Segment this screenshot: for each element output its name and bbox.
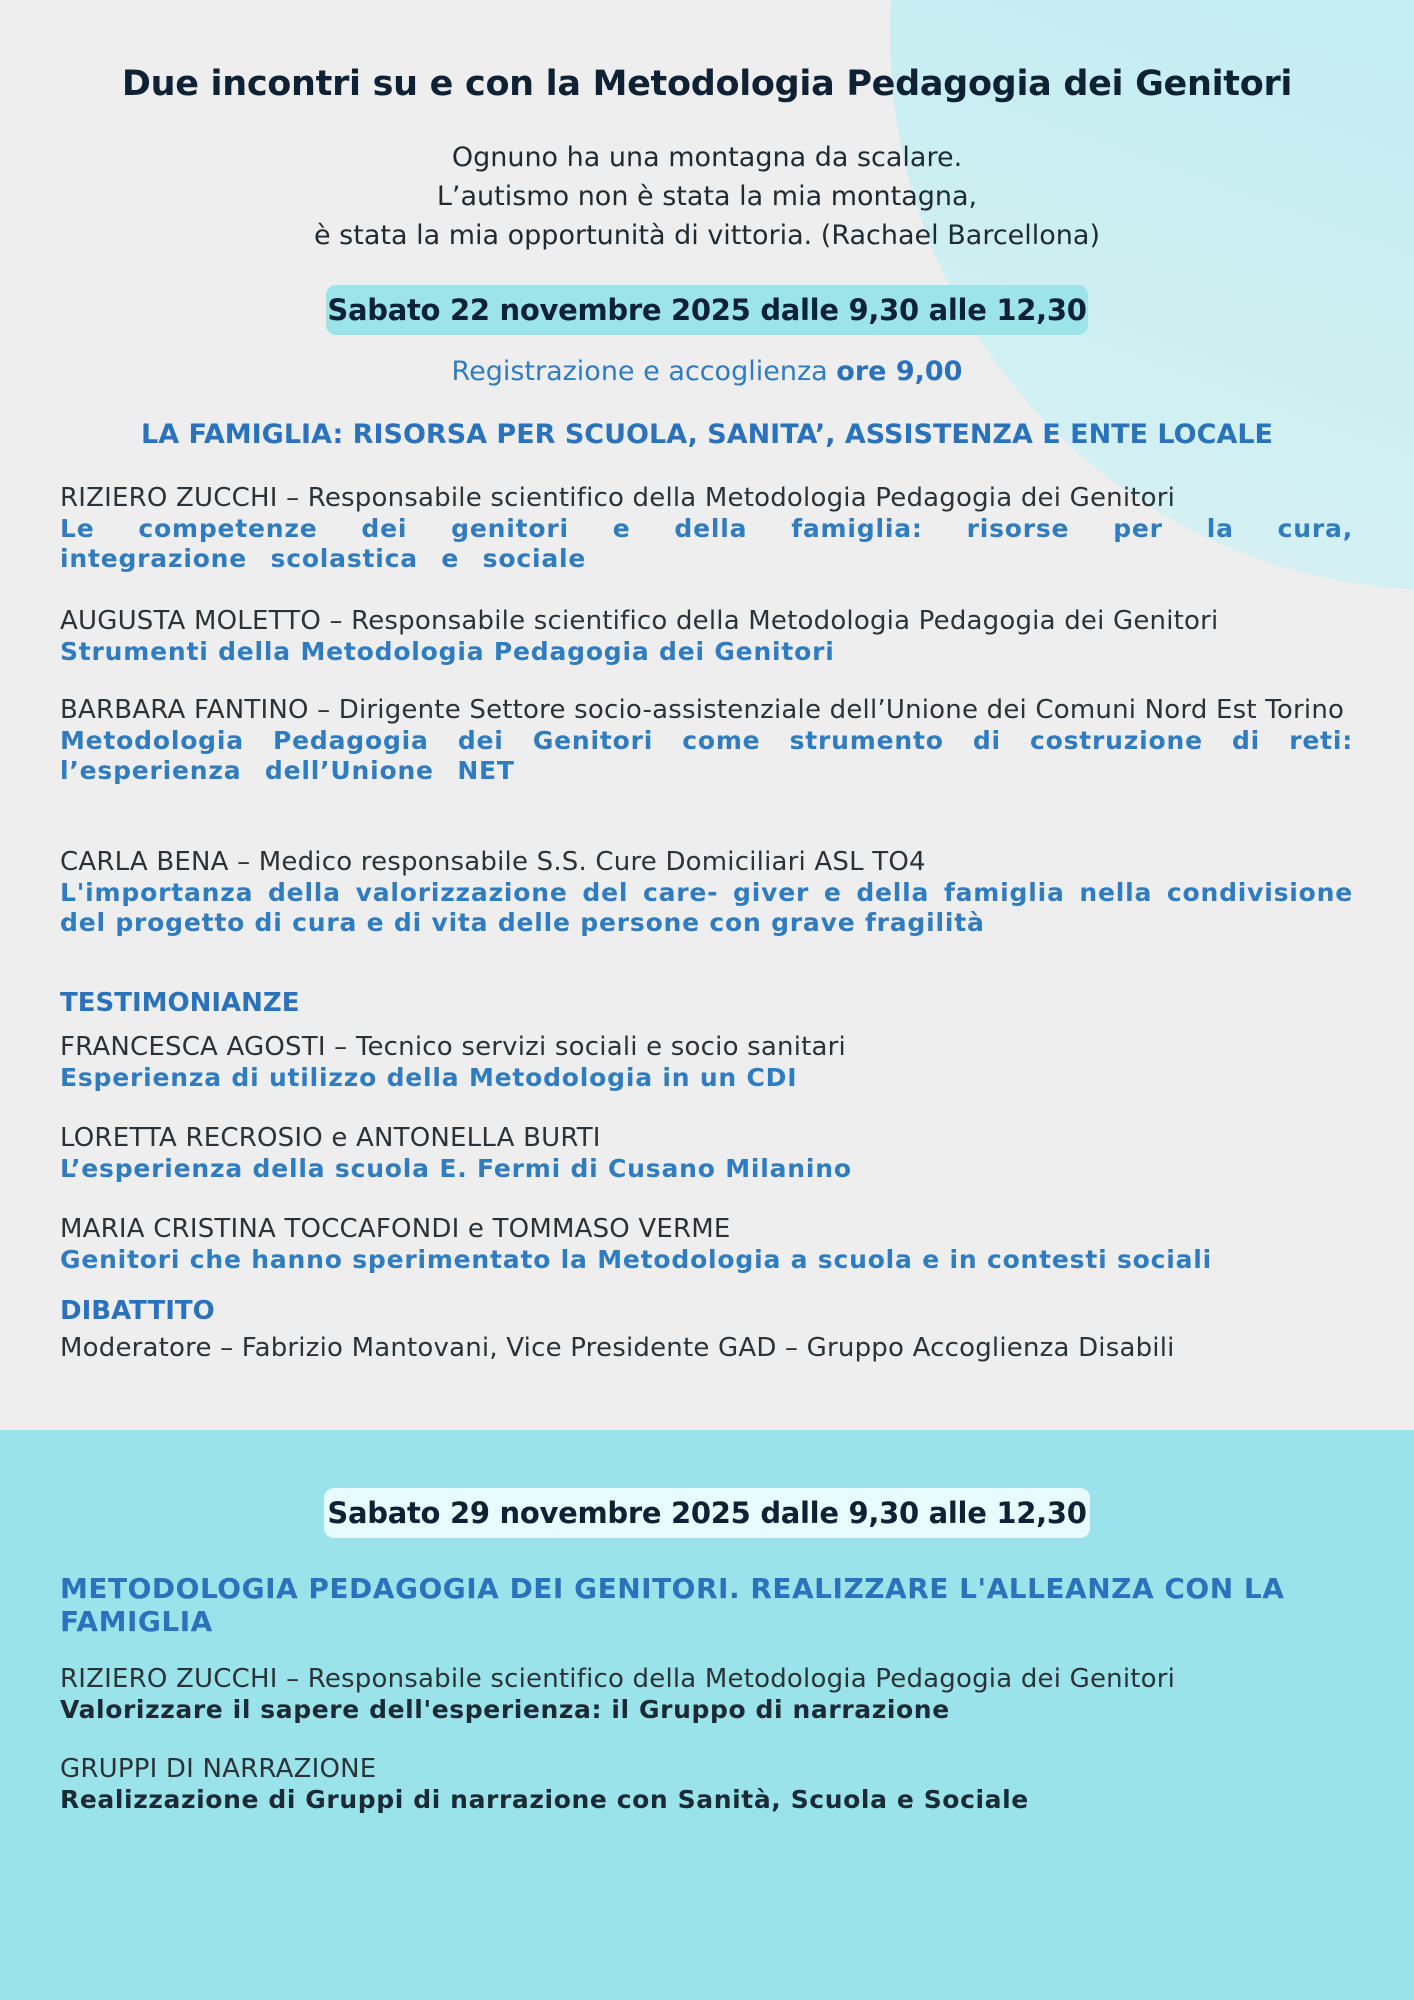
- section-title-day1: LA FAMIGLIA: RISORSA PER SCUOLA, SANITA’, ASSISTENZA E ENTE LOCALE: [141, 419, 1273, 450]
- talk-item: [60, 695, 1353, 786]
- talk-title: Esperienza di utilizzo della Metodologia in un CDI: [60, 1063, 798, 1092]
- talk-item: [60, 847, 1353, 938]
- speaker-line: RIZIERO ZUCCHI – Responsabile scientifico della Metodologia Pedagogia dei Genitori: [60, 1664, 1176, 1694]
- speaker-line: FRANCESCA AGOSTI – Tecnico servizi sociali e socio sanitari: [60, 1032, 846, 1062]
- quote-line: L’autismo non è stata la mia montagna,: [436, 181, 978, 212]
- debate-item: [60, 1333, 1353, 1364]
- speaker-line: RIZIERO ZUCCHI – Responsabile scientifico della Metodologia Pedagogia dei Genitori: [60, 483, 1176, 513]
- speaker-line: LORETTA RECROSIO e ANTONELLA BURTI: [60, 1123, 601, 1153]
- talk-item: [60, 1664, 1353, 1725]
- debate-title: DIBATTITO: [60, 1296, 215, 1326]
- talk-item: [60, 606, 1353, 667]
- testimonials-title: TESTIMONIANZE: [60, 988, 300, 1018]
- talk-title: Valorizzare il sapere dell'esperienza: il Gruppo di narrazione: [60, 1695, 950, 1724]
- quote: [0, 138, 1414, 255]
- section-title-day2: METODOLOGIA PEDAGOGIA DEI GENITORI. REALIZZARE L'ALLEANZA CON LA FAMIGLIA: [60, 1572, 1285, 1638]
- day2-section: [0, 1430, 1414, 2000]
- talk-title: Strumenti della Metodologia Pedagogia dei Genitori: [60, 637, 835, 666]
- date-badge-day2: Sabato 29 novembre 2025 dalle 9,30 alle 12,30: [324, 1488, 1090, 1538]
- page-title: Due incontri su e con la Metodologia Pedagogia dei Genitori: [121, 64, 1293, 104]
- date-badge-day1: Sabato 22 novembre 2025 dalle 9,30 alle 12,30: [326, 285, 1088, 335]
- moderator-line: Moderatore – Fabrizio Mantovani, Vice Presidente GAD – Gruppo Accoglienza Disabili: [60, 1333, 1175, 1363]
- speaker-line: MARIA CRISTINA TOCCAFONDI e TOMMASO VERME: [60, 1214, 731, 1244]
- talk-title: Genitori che hanno sperimentato la Metodologia a scuola e in contesti sociali: [60, 1245, 1213, 1274]
- registration-time: ore 9,00: [836, 356, 963, 387]
- talk-title: L'importanza della valorizzazione del care- giver e della famiglia nella condivisione del progetto di cura e di vita delle persone con grave fragilità: [60, 878, 1353, 937]
- speaker-line: GRUPPI DI NARRAZIONE: [60, 1754, 377, 1784]
- speaker-line: AUGUSTA MOLETTO – Responsabile scientifico della Metodologia Pedagogia dei Genitori: [60, 606, 1219, 636]
- quote-line: è stata la mia opportunità di vittoria. (Rachael Barcellona): [313, 220, 1100, 251]
- testimonial-item: [60, 1123, 1353, 1184]
- talk-item: [60, 483, 1353, 574]
- talk-title: Le competenze dei genitori e della famiglia: risorse per la cura, integrazione scolastica e sociale: [60, 514, 1353, 573]
- registration-line: [0, 356, 1414, 387]
- testimonial-item: [60, 1214, 1353, 1275]
- talk-item: [60, 1754, 1353, 1815]
- talk-title: Realizzazione di Gruppi di narrazione con Sanità, Scuola e Sociale: [60, 1785, 1029, 1814]
- talk-title: L’esperienza della scuola E. Fermi di Cusano Milanino: [60, 1154, 852, 1183]
- testimonial-item: [60, 1032, 1353, 1093]
- quote-line: Ognuno ha una montagna da scalare.: [451, 142, 963, 173]
- speaker-line: BARBARA FANTINO – Dirigente Settore socio-assistenziale dell’Unione dei Comuni Nord Est Torino: [60, 695, 1345, 725]
- registration-text: Registrazione e accoglienza: [451, 356, 828, 387]
- talk-title: Metodologia Pedagogia dei Genitori come strumento di costruzione di reti: l’esperienza dell’Unione NET: [60, 726, 1353, 785]
- speaker-line: CARLA BENA – Medico responsabile S.S. Cure Domiciliari ASL TO4: [60, 847, 926, 877]
